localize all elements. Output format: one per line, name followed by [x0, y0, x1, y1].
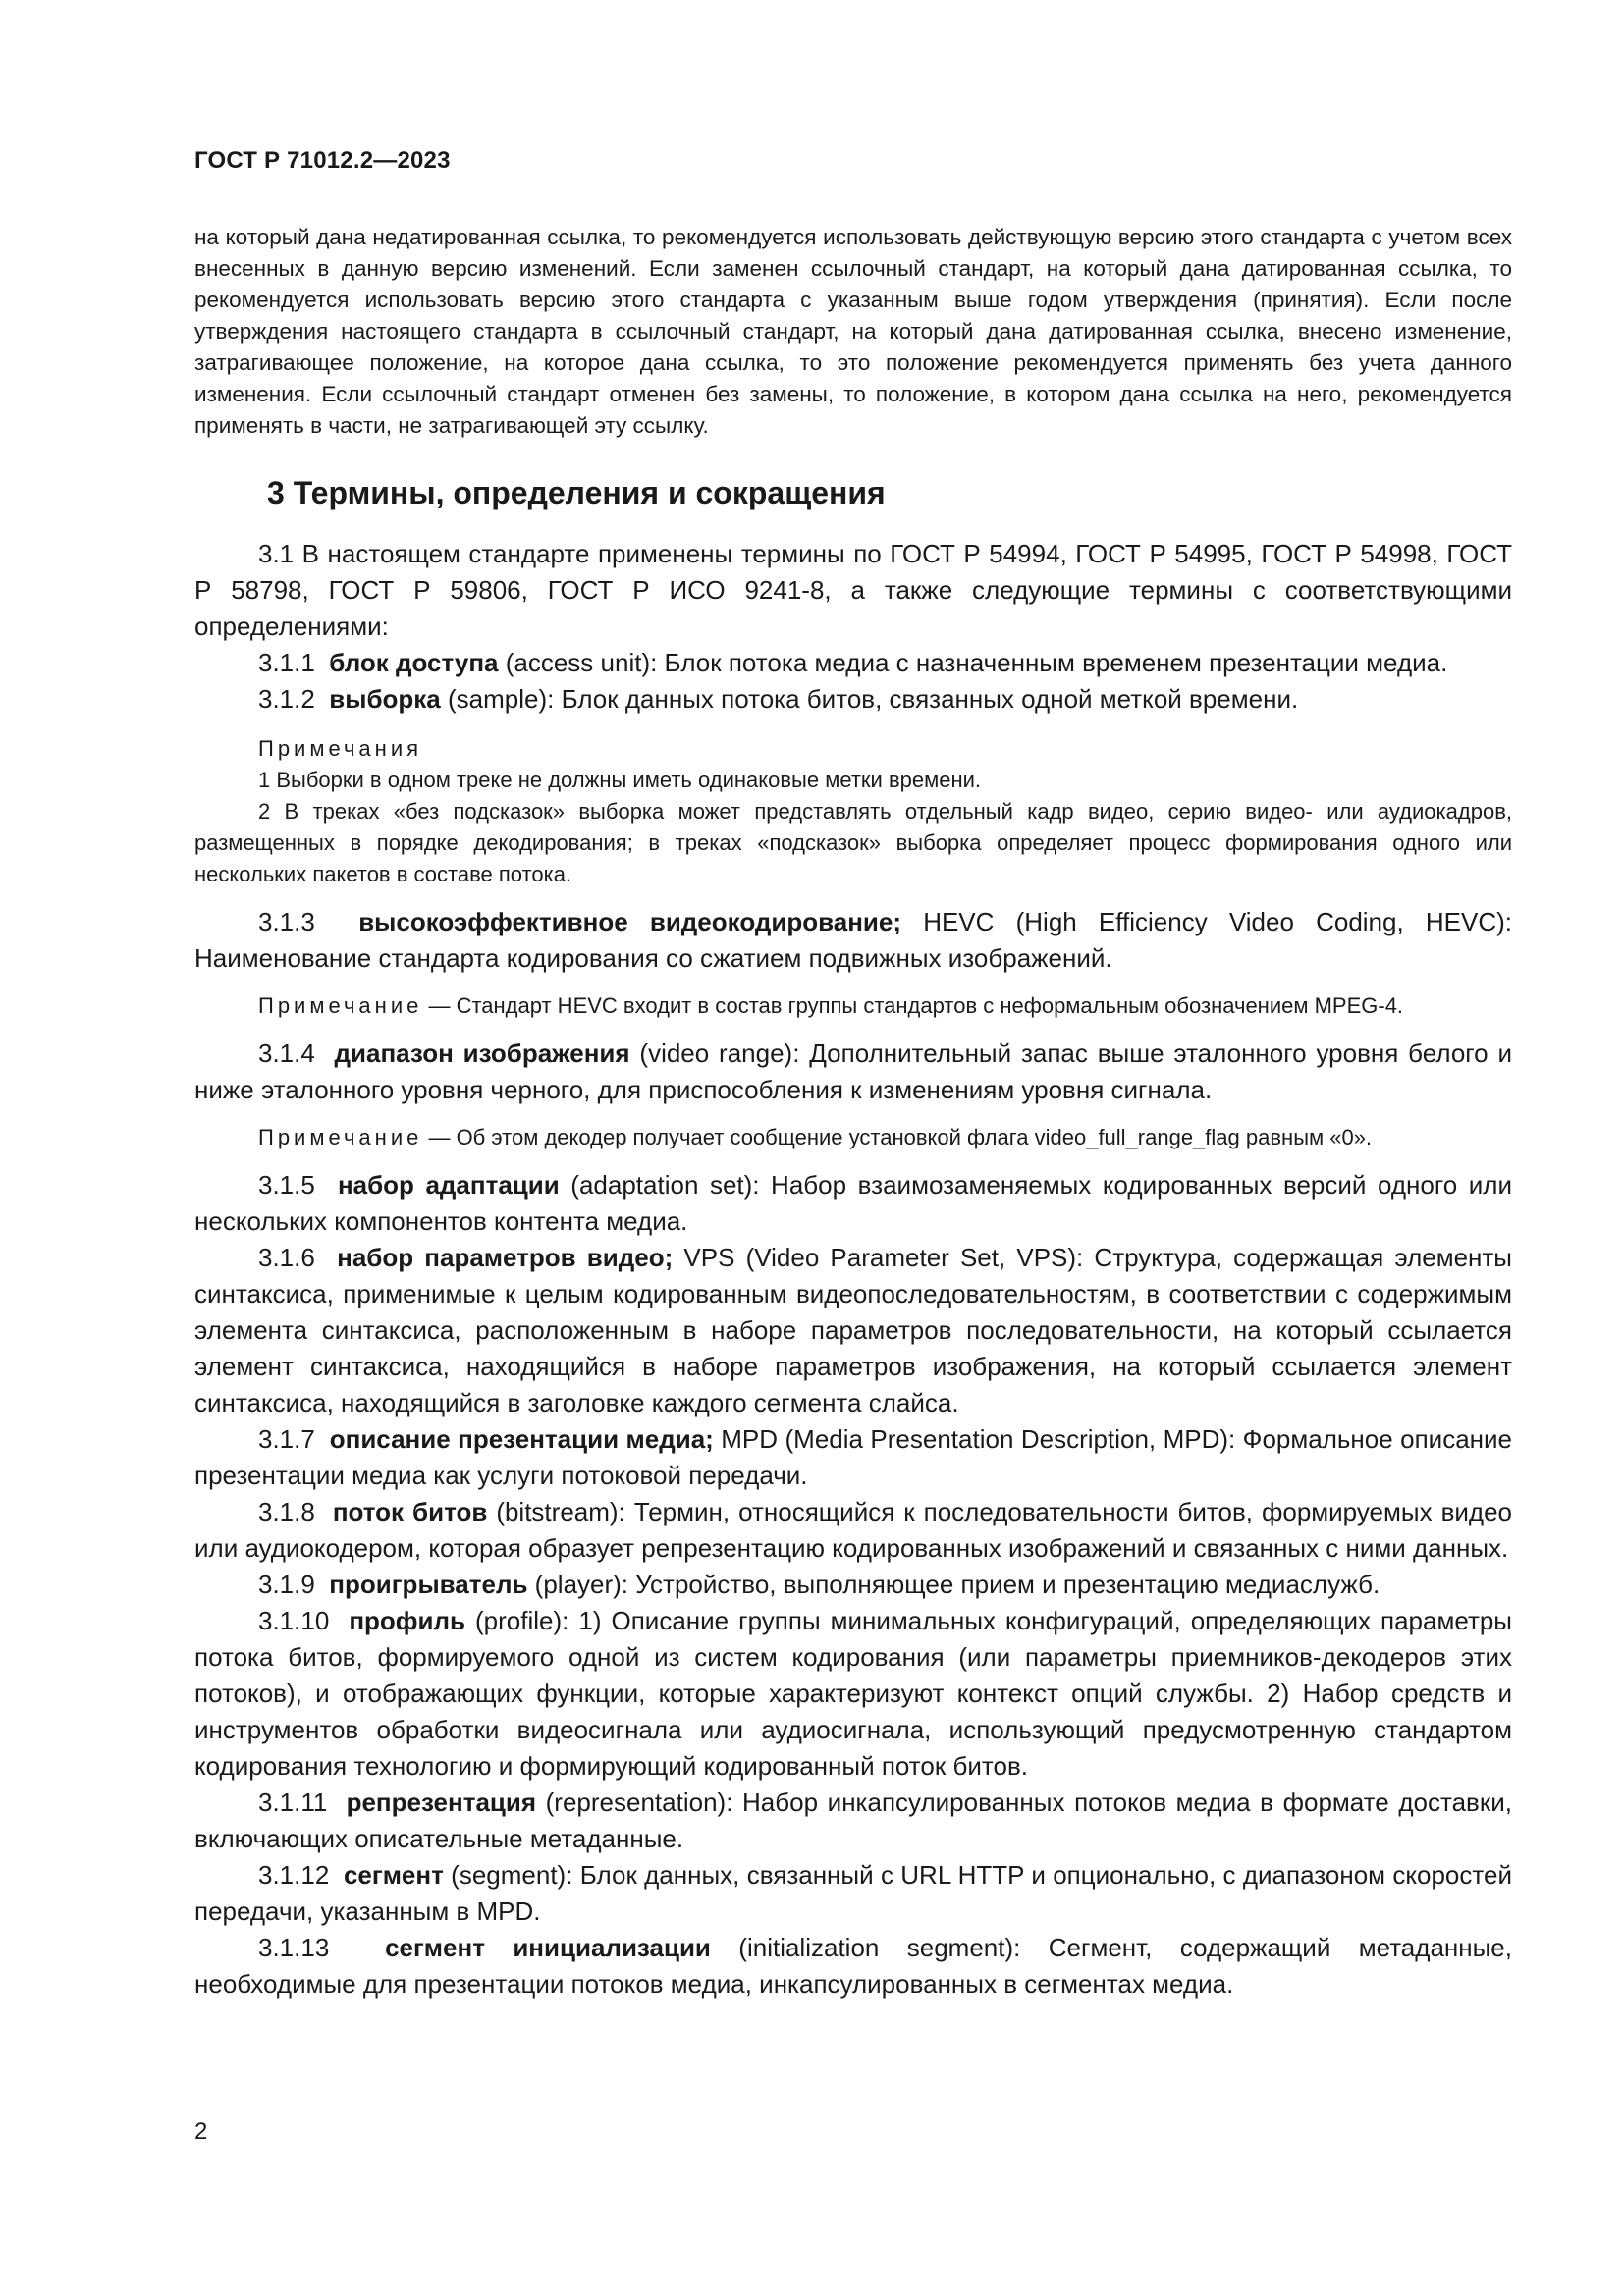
intro-paragraph: на который дана недатированная ссылка, то рекомендуется использовать действующую версию этого стандарта с учетом всех внесенных в данную версию изменений. Если заменен ссылочный стандарт, на который дана датированная ссылка, то рекомендуется использовать версию этого стандарта с указанным выше годом утверждения (принятия). Если после утверждения настоящего стандарта в ссылочный стандарт, на который дана датированная ссылка, внесено изменение, затрагивающее положение, на которое дана ссылка, то это положение рекомендуется применять без учета данного изменения. Если ссылочный стандарт отменен без замены, то положение, в котором дана ссылка на него, рекомендуется применять в части, не затрагивающей эту ссылку.	[194, 225, 1512, 438]
term-3-1-9: 3.1.9 проигрыватель (player): Устройство, выполняющее прием и презентацию медиаслужб.	[258, 1570, 1380, 1599]
term-3-1-5: 3.1.5 набор адаптации (adaptation set): Набор взаимозаменяемых кодированных версий одного или нескольких компонентов контента медиа.	[194, 1170, 1512, 1236]
document-header: ГОСТ Р 71012.2—2023	[194, 147, 451, 174]
note-3-1-4: Примечание — Об этом декодер получает сообщение установкой флага video_full_range_flag равным «0».	[258, 1125, 1373, 1149]
term-3-1-1: 3.1.1 блок доступа (access unit): Блок потока медиа с назначенным временем презентации медиа.	[258, 648, 1448, 677]
term-3-1-6: 3.1.6 набор параметров видео; VPS (Video Parameter Set, VPS): Структура, содержащая элементы синтаксиса, применимые к целым кодированным видеопоследовательностям, в соответствии с содержимым элемента синтаксиса, расположенным в наборе параметров последовательности, на который ссылается элемент синтаксиса, находящийся в наборе параметров изображения, на который ссылается элемент синтаксиса, находящийся в заголовке каждого сегмента слайса.	[194, 1243, 1512, 1417]
note-item: 2 В треках «без подсказок» выборка может представлять отдельный кадр видео, серию видео- или аудиокадров, размещенных в порядке декодирования; в треках «подсказок» выборка определяет процесс формирования одного или нескольких пакетов в составе потока.	[194, 799, 1512, 886]
document-page	[194, 0, 1512, 2296]
term-3-1-3: 3.1.3 высокоэффективное видеокодирование; HEVC (High Efficiency Video Coding, HEVC): Наименование стандарта кодирования со сжатием подвижных изображений.	[194, 907, 1512, 973]
paragraph-3-1: 3.1 В настоящем стандарте применены термины по ГОСТ Р 54994, ГОСТ Р 54995, ГОСТ Р 54998, ГОСТ Р 58798, ГОСТ Р 59806, ГОСТ Р ИСО 9241-8, а также следующие термины с соответствующими определениями:	[194, 539, 1512, 641]
notes-heading: Примечания	[258, 736, 423, 761]
term-3-1-12: 3.1.12 сегмент (segment): Блок данных, связанный с URL HTTP и опционально, с диапазоном скоростей передачи, указанным в MPD.	[194, 1860, 1512, 1926]
note-item: 1 Выборки в одном треке не должны иметь одинаковые метки времени.	[258, 768, 982, 792]
term-3-1-11: 3.1.11 репрезентация (representation): Набор инкапсулированных потоков медиа в формате доставки, включающих описательные метаданные.	[194, 1788, 1512, 1853]
term-3-1-4: 3.1.4 диапазон изображения (video range): Дополнительный запас выше эталонного уровня белого и ниже эталонного уровня черного, для приспособления к изменениям уровня сигнала.	[194, 1039, 1512, 1104]
note-3-1-3: Примечание — Стандарт HEVC входит в состав группы стандартов с неформальным обозначением MPEG-4.	[258, 993, 1404, 1018]
document-body	[194, 222, 1512, 2002]
page-number: 2	[194, 2118, 208, 2145]
term-3-1-8: 3.1.8 поток битов (bitstream): Термин, относящийся к последовательности битов, формируемых видео или аудиокодером, которая образует репрезентацию кодированных изображений и связанных с ними данных.	[194, 1497, 1512, 1563]
term-3-1-13: 3.1.13 сегмент инициализации (initialization segment): Сегмент, содержащий метаданные, необходимые для презентации потоков медиа, инкапсулированных в сегментах медиа.	[194, 1933, 1512, 1999]
term-3-1-10: 3.1.10 профиль (profile): 1) Описание группы минимальных конфигураций, определяющих параметры потока битов, формируемого одной из систем кодирования (или параметры приемников-декодеров этих потоков), и отображающих функции, которые характеризуют контекст опций службы. 2) Набор средств и инструментов обработки видеосигнала или аудиосигнала, использующий предусмотренную стандартом кодирования технологию и формирующий кодированный поток битов.	[194, 1606, 1512, 1781]
term-3-1-2: 3.1.2 выборка (sample): Блок данных потока битов, связанных одной меткой времени.	[258, 684, 1299, 714]
term-3-1-7: 3.1.7 описание презентации медиа; MPD (Media Presentation Description, MPD): Формальное описание презентации медиа как услуги потоковой передачи.	[194, 1424, 1513, 1490]
section-title: 3 Термины, определения и сокращения	[267, 475, 886, 510]
